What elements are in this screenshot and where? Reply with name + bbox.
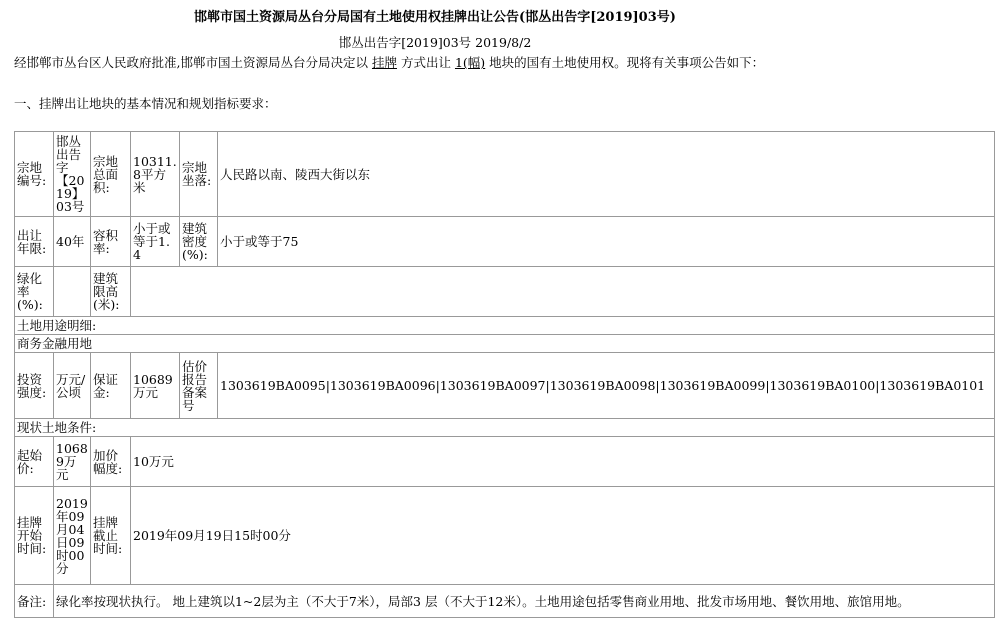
location-label: 宗地坐落: <box>180 132 218 217</box>
deposit-value: 10689万元 <box>131 353 180 419</box>
term-value: 40年 <box>54 217 91 267</box>
table-row <box>15 353 995 419</box>
appraisal-label: 估价报告备案号 <box>180 353 218 419</box>
table-row <box>15 267 995 317</box>
listing-end-value: 2019年09月19日15时00分 <box>131 487 995 585</box>
location-value: 人民路以南、陵西大街以东 <box>218 132 995 217</box>
investment-label: 投资强度: <box>15 353 54 419</box>
land-status-label: 现状土地条件: <box>15 419 995 437</box>
appraisal-value: 1303619BA0095|1303619BA0096|1303619BA0097|1303619BA0098|1303619BA0099|1303619BA0100|1303619BA0101 <box>218 353 995 419</box>
table-row <box>15 585 995 618</box>
green-rate-label: 绿化率(%): <box>15 267 54 317</box>
intro-mid: 方式出让 <box>400 55 451 70</box>
area-value: 10311.8平方米 <box>131 132 180 217</box>
area-label: 宗地总面积: <box>91 132 131 217</box>
plot-no-value: 邯丛出告字【2019】03号 <box>54 132 91 217</box>
density-label: 建筑密度(%): <box>180 217 218 267</box>
term-label: 出让年限: <box>15 217 54 267</box>
usage-detail-label: 土地用途明细: <box>15 317 995 335</box>
table-row <box>15 132 995 217</box>
listing-start-label: 挂牌开始时间: <box>15 487 54 585</box>
investment-value: 万元/公顷 <box>54 353 91 419</box>
height-limit-value <box>131 267 995 317</box>
plot-info-table <box>14 131 995 618</box>
intro-suffix: 地块的国有土地使用权。现将有关事项公告如下： <box>489 55 765 70</box>
remarks-label: 备注: <box>15 585 54 618</box>
table-row <box>15 487 995 585</box>
deposit-label: 保证金: <box>91 353 131 419</box>
transfer-method: 挂牌 <box>371 55 397 70</box>
height-limit-label: 建筑限高(米): <box>91 267 131 317</box>
intro-paragraph <box>14 53 864 71</box>
listing-start-value: 2019年09月04日09时00分 <box>54 487 91 585</box>
start-price-value: 10689万元 <box>54 437 91 487</box>
density-value: 小于或等于75 <box>218 217 995 267</box>
table-row <box>15 317 995 335</box>
far-label: 容积率: <box>91 217 131 267</box>
far-value: 小于或等于1.4 <box>131 217 180 267</box>
increment-value: 10万元 <box>131 437 995 487</box>
section-heading: 一、挂牌出让地块的基本情况和规划指标要求： <box>14 96 277 111</box>
usage-detail-value: 商务金融用地 <box>15 335 995 353</box>
green-rate-value <box>54 267 91 317</box>
increment-label: 加价幅度: <box>91 437 131 487</box>
announcement-number-date: 邯丛出告字[2019]03号 2019/8/2 <box>338 35 532 50</box>
remarks-value: 绿化率按现状执行。 地上建筑以1~2层为主（不大于7米），局部3 层（不大于12米）。土地用途包括零售商业用地、批发市场用地、餐饮用地、旅馆用地。 <box>54 585 995 618</box>
plot-count: 1(幅) <box>454 55 486 70</box>
table-row <box>15 335 995 353</box>
listing-end-label: 挂牌截止时间: <box>91 487 131 585</box>
page-title: 邯郸市国土资源局丛台分局国有土地使用权挂牌出让公告(邯丛出告字[2019]03号) <box>194 10 676 25</box>
table-row <box>15 217 995 267</box>
plot-no-label: 宗地编号: <box>15 132 54 217</box>
plot-info-table-container <box>14 131 986 630</box>
intro-prefix: 经邯郸市丛台区人民政府批准,邯郸市国土资源局丛台分局决定以 <box>14 55 368 70</box>
table-row <box>15 419 995 437</box>
table-row <box>15 437 995 487</box>
start-price-label: 起始价: <box>15 437 54 487</box>
